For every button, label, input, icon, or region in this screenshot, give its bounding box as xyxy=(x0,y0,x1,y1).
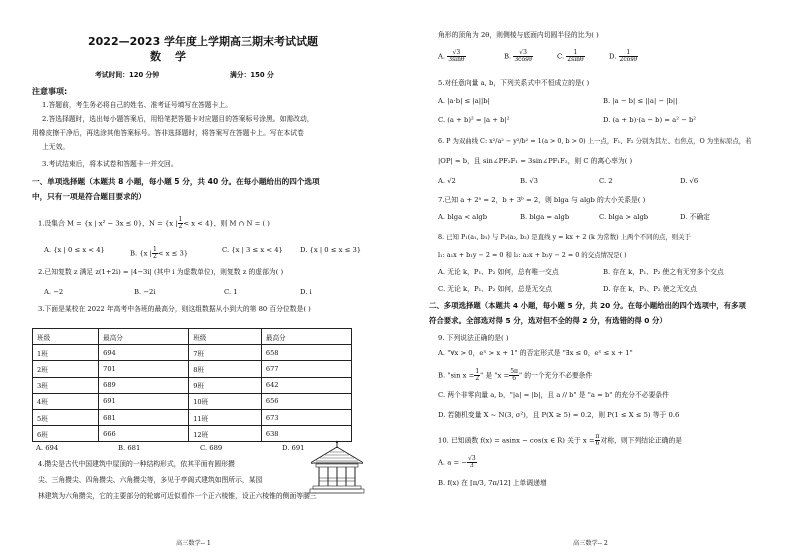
full-score: 满分：150 分 xyxy=(230,71,274,79)
table-cell: 656 xyxy=(261,393,351,409)
page-right xyxy=(397,0,794,558)
q3-stem: 3.下面是某校在 2022 年高考中各班的最高分，则这组数据从小到大的第 80 百分位数是( ) xyxy=(38,305,311,313)
q8-line1: 8. 已知 P₁(a₁, b₁) 与 P₂(a₂, b₂) 是直线 y = kx + 2 (k 为常数) 上两个不同的点，则关于 xyxy=(438,233,691,241)
notice-item: 2.答选择题时，选出每小题答案后，用铅笔把答题卡对应题目的答案标号涂黑。如需改动， xyxy=(42,115,314,123)
table-cell: 5班 xyxy=(33,409,99,425)
q4-option-b: B. $\frac{√3}{3\cos\theta}$ xyxy=(504,49,532,63)
q6-option-b: B. √3 xyxy=(520,177,538,185)
q1-option-c: C. {x | 3 ≤ x < 4} xyxy=(222,246,283,254)
q4-option-d: D. $\frac{1}{2\cos\theta}$ xyxy=(609,49,638,63)
table-row xyxy=(33,361,352,377)
notice-item: 3.考试结束后，将本试卷和答题卡一并交回。 xyxy=(42,160,178,168)
q7-option-c: C. blga > algb xyxy=(599,213,649,221)
table-cell: 694 xyxy=(99,345,189,361)
q5-option-c: C. (a + b)² = |a + b|² xyxy=(438,116,510,124)
table-row xyxy=(33,426,352,442)
q9-stem: 9. 下列说法正确的是( ) xyxy=(438,334,509,342)
q4-line3: 林建筑为六角攒尖，它的主要部分的轮廓可近似看作一个正六棱锥，设正六棱锥的侧面等腰三 xyxy=(38,492,317,500)
q8-line2: l₁: a₁x + b₁y − 2 = 0 和 l₂: a₂x + b₂y − 2 = 0 的交点情况是( ) xyxy=(438,251,627,259)
subject-title: 数学 xyxy=(150,50,200,63)
q5-option-a: A. |a·b| ≤ |a||b| xyxy=(438,97,490,105)
q5-stem: 5.对任意向量 a, b，下列关系式中不恒成立的是( ) xyxy=(438,79,590,87)
table-cell: 8班 xyxy=(189,361,262,377)
q4-option-a: A. $\frac{√3}{3\sin\theta}$ xyxy=(438,49,465,63)
table-cell: 673 xyxy=(261,409,351,425)
page-footer-left: 高三数学-- 1 xyxy=(176,540,211,547)
section1-heading-2: 中，只有一项是符合题目要求的） xyxy=(32,192,146,201)
q8-option-b: B. 存在 k，P₁、P₂ 使之有无穷多个交点 xyxy=(603,268,724,276)
q2-option-c: C. 1 xyxy=(224,288,238,296)
table-cell: 10班 xyxy=(189,393,262,409)
table-header-cell: 最高分 xyxy=(99,329,189,345)
q1-stem: 1.设集合 M = {x | x² − 3x ≤ 0}，N = {x | $\frac{1}{2}$ < x < 4}，则 M ∩ N = ( ) xyxy=(38,216,270,230)
q9-option-c: C. 两个非零向量 a, b，"|a| = |b|，且 a // b" 是 "a = b" 的充分不必要条件 xyxy=(438,391,669,399)
table-header-cell: 班级 xyxy=(189,329,262,345)
table-cell: 7班 xyxy=(189,345,262,361)
q10-stem: 10. 已知函数 f(x) = asinx − cos(x ∈ R) 关于 x = $\frac{\pi}{6}$ 对称，则下列结论正确的是 xyxy=(438,433,683,447)
table-row xyxy=(33,345,352,361)
table-header-cell: 最高分 xyxy=(261,329,351,345)
exam-title: 2022—2023 学年度上学期高三期末考试试题 xyxy=(88,35,319,48)
table-cell: 642 xyxy=(261,377,351,393)
table-cell: 1班 xyxy=(33,345,99,361)
score-table xyxy=(32,328,352,442)
q3-option-a: A. 694 xyxy=(36,444,59,452)
section2-heading-1: 二、多项选择题（本题共 4 小题，每小题 5 分，共 20 分。在每小题给出的四个选项中，有多项 xyxy=(429,301,746,310)
pavilion-illustration-icon xyxy=(308,440,366,496)
q8-option-d: D. 存在 k，P₁、P₂ 使之无交点 xyxy=(603,285,697,293)
table-cell: 12班 xyxy=(189,426,262,442)
notice-heading: 注意事项: xyxy=(32,87,68,96)
table-header-cell: 班级 xyxy=(33,329,99,345)
q2-option-a: A. −2 xyxy=(44,288,64,296)
q4-line1: 4.攒尖是古代中国建筑中屋顶的一种结构形式，依其平面有圆形攒 xyxy=(38,460,235,468)
q3-option-c: C. 689 xyxy=(200,444,223,452)
q8-option-a: A. 无论 k，P₁、P₂ 如何，总有唯一交点 xyxy=(438,268,559,276)
table-cell: 658 xyxy=(261,345,351,361)
notice-item: 1.答题前，考生务必将自己的姓名、准考证号填写在答题卡上。 xyxy=(42,101,232,109)
q2-option-d: D. i xyxy=(300,288,312,296)
q3-option-b: B. 681 xyxy=(118,444,141,452)
table-cell: 638 xyxy=(261,426,351,442)
table-row xyxy=(33,377,352,393)
q6-option-d: D. √6 xyxy=(680,177,699,185)
q6-line2: |OP| = b，且 sin∠PF₂F₁ = 3sin∠PF₁F₂，则 C 的离心率为( ) xyxy=(438,157,633,165)
q3-option-d: D. 691 xyxy=(282,444,305,452)
table-cell: 3班 xyxy=(33,377,99,393)
q4-continued: 角形的顶角为 2θ，则侧棱与底面内切圆半径的比为( ) xyxy=(438,31,599,39)
table-cell: 2班 xyxy=(33,361,99,377)
notice-item: 用橡皮擦干净后，再选涂其他答案标号。答非选择题时，将答案写在答题卡上。写在本试卷 xyxy=(32,129,304,137)
q9-option-a: A. "∀x > 0，eˣ > x + 1" 的否定形式是 "∃x ≤ 0，eˣ ≤ x + 1" xyxy=(438,349,633,357)
q10-option-b: B. f(x) 在 [π/3, 7π/12] 上单调递增 xyxy=(438,479,547,487)
q7-option-a: A. blga < algb xyxy=(438,213,488,221)
q6-option-a: A. √2 xyxy=(438,177,456,185)
q7-option-d: D. 不确定 xyxy=(680,213,710,221)
q7-option-b: B. blga = algb xyxy=(520,213,570,221)
q5-option-d: D. (a + b)·(a − b) = a² − b² xyxy=(603,116,697,124)
exam-time: 考试时间：120 分钟 xyxy=(95,71,160,79)
table-cell: 691 xyxy=(99,393,189,409)
table-cell: 701 xyxy=(99,361,189,377)
q4-line2: 尖、三角攒尖、四角攒尖、六角攒尖等，多见于亭阁式建筑如图所示，某园 xyxy=(38,476,263,484)
q9-option-b: B. "sin x = $\frac{1}{2}$ " 是 "x = $\frac{5\pi}{6}$ " 的一个充分不必要条件 xyxy=(438,368,593,382)
table-cell: 11班 xyxy=(189,409,262,425)
page-footer-right: 高三数学-- 2 xyxy=(573,540,608,547)
table-header-row xyxy=(33,329,352,345)
table-cell: 6班 xyxy=(33,426,99,442)
table-cell: 9班 xyxy=(189,377,262,393)
q5-option-b: B. |a − b| ≤ ||a| − |b|| xyxy=(603,97,678,105)
table-row xyxy=(33,393,352,409)
table-cell: 689 xyxy=(99,377,189,393)
q1-option-b: B. {x | $\frac{1}{2}$ < x ≤ 3} xyxy=(130,246,189,260)
q1-option-a: A. {x | 0 ≤ x < 4} xyxy=(44,246,105,254)
table-cell: 681 xyxy=(99,409,189,425)
section2-heading-2: 符合要求。全部选对得 5 分，选对但不全的得 2 分，有选错的得 0 分） xyxy=(429,316,667,325)
q9-option-d: D. 若随机变量 X ~ N(3, σ²)，且 P(X ≥ 5) = 0.2，则 P(1 ≤ X ≤ 5) 等于 0.6 xyxy=(438,411,680,419)
q6-line1: 6. P 为双曲线 C: x²/a² − y²/b² = 1(a > 0, b > 0) 上一点，F₁、F₂ 分别为其左、右焦点，O 为坐标原点，若 xyxy=(438,137,752,145)
q8-option-c: C. 无论 k，P₁、P₂ 如何，总是无交点 xyxy=(438,285,552,293)
table-cell: 677 xyxy=(261,361,351,377)
q10-option-a: A. a = − $\frac{√3}{3}$ xyxy=(438,455,476,469)
q1-option-d: D. {x | 0 ≤ x ≤ 3} xyxy=(300,246,362,254)
table-row xyxy=(33,409,352,425)
q6-option-c: C. 2 xyxy=(599,177,613,185)
section1-heading-1: 一、单项选择题（本题共 8 小题，每小题 5 分，共 40 分。在每小题给出的四个选项 xyxy=(32,177,320,186)
q4-option-c: C. $\frac{1}{2\sin\theta}$ xyxy=(557,49,584,63)
notice-item: 上无效。 xyxy=(42,143,70,151)
table-cell: 4班 xyxy=(33,393,99,409)
q2-option-b: B. −2i xyxy=(134,288,156,296)
table-cell: 666 xyxy=(99,426,189,442)
q2-stem: 2.已知复数 z 满足 z(1+2i) = |4−3i| (其中 i 为虚数单位)，则复数 z 的虚部为( ) xyxy=(38,268,284,276)
q7-stem: 7.已知 a + 2ᵃ = 2，b + 3ᵇ = 2，则 blga 与 algb 的大小关系是( ) xyxy=(438,196,646,204)
